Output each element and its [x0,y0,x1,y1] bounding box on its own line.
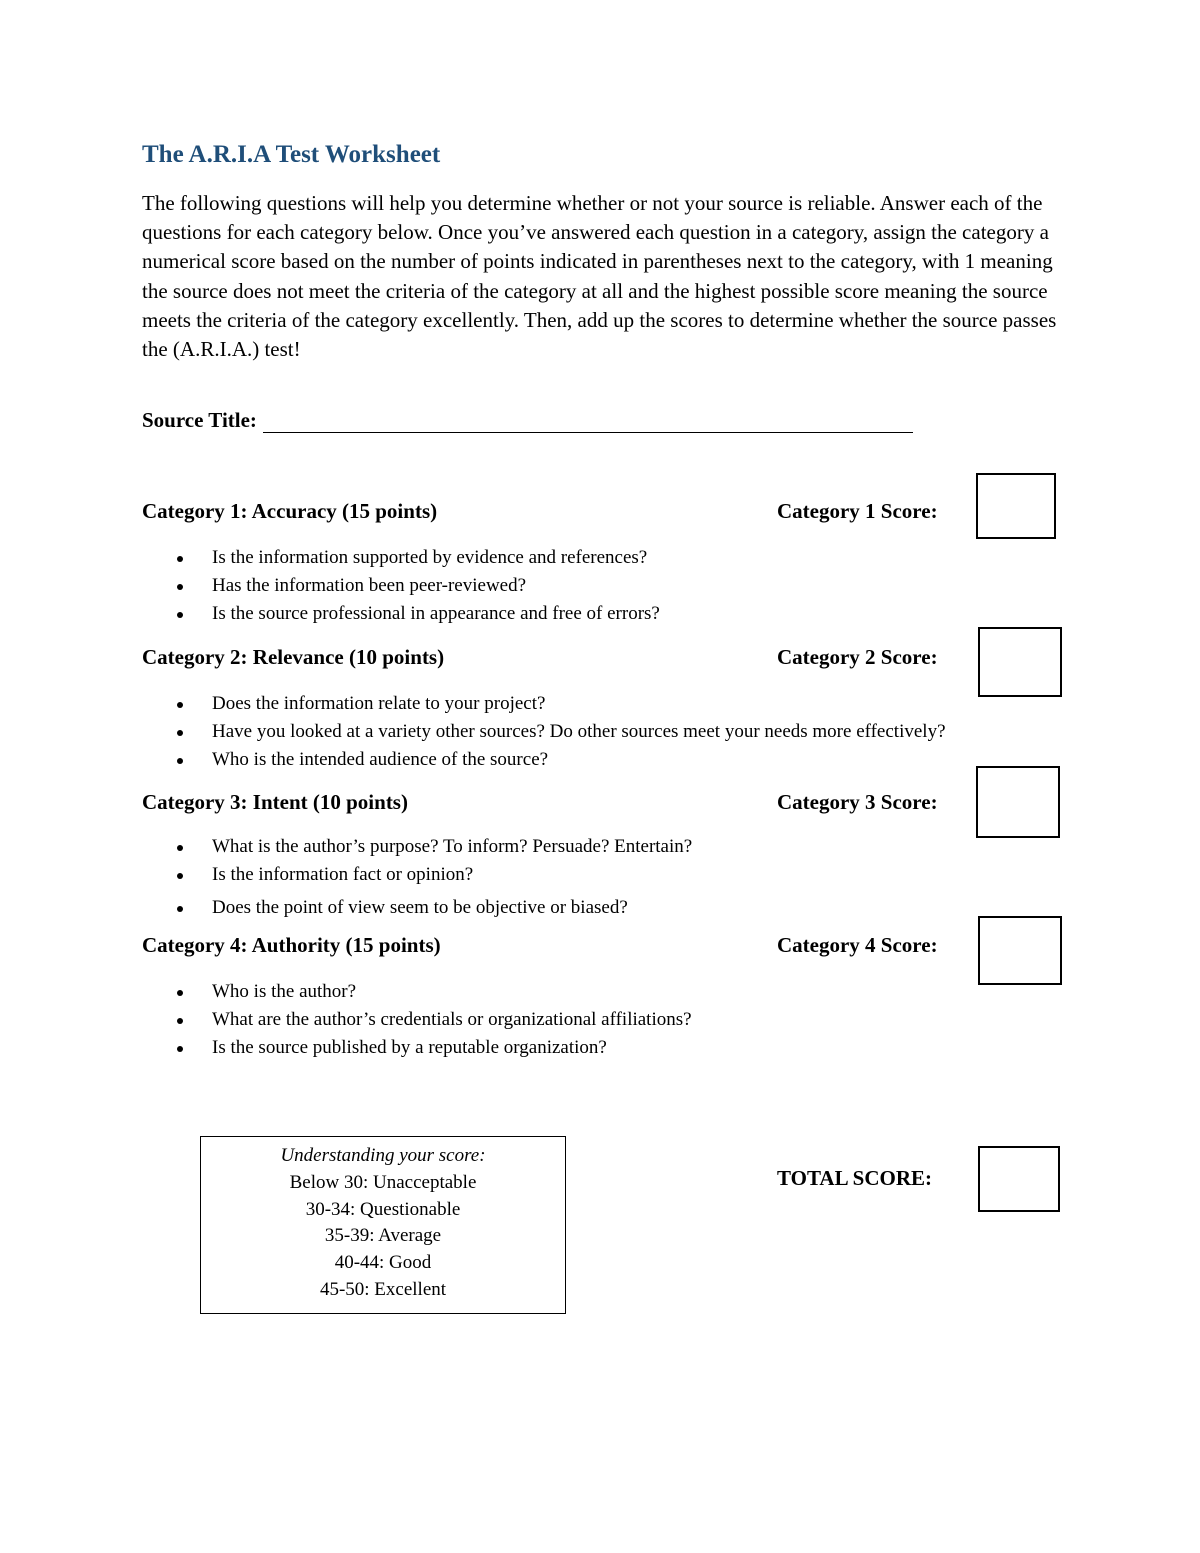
legend-row: Below 30: Unacceptable [289,1171,477,1193]
question-item: Does the point of view seem to be objective or biased? [142,894,692,922]
score-legend [200,1136,566,1314]
legend-title: Understanding your score: [280,1145,486,1166]
category-2-heading: Category 2: Relevance (10 points) [142,645,445,669]
category-2-questions [142,690,946,774]
question-item: What is the author’s purpose? To inform? Persuade? Entertain? [142,833,692,861]
page-title: The A.R.I.A Test Worksheet [142,141,441,168]
total-score-label: TOTAL SCORE: [777,1166,933,1190]
question-item: Have you looked at a variety other sources? Do other sources meet your needs more effectively? [142,718,946,746]
category-3-heading: Category 3: Intent (10 points) [142,790,408,814]
category-4-heading: Category 4: Authority (15 points) [142,933,441,957]
question-item: Is the source professional in appearance and free of errors? [142,600,660,628]
question-item: Who is the intended audience of the source? [142,746,946,774]
question-item: Does the information relate to your project? [142,690,946,718]
question-item: Who is the author? [142,978,692,1006]
category-2-score-box[interactable] [978,627,1062,697]
category-1-score-box[interactable] [976,473,1056,539]
question-item: Is the source published by a reputable organization? [142,1034,692,1062]
category-4-questions [142,978,692,1062]
category-1-questions [142,544,660,628]
legend-row: 35-39: Average [324,1225,442,1247]
category-2-score-label: Category 2 Score: [777,645,938,669]
category-3-score-label: Category 3 Score: [777,790,938,814]
category-3-questions [142,833,692,922]
question-item: Has the information been peer-reviewed? [142,572,660,600]
total-score-box[interactable] [978,1146,1060,1212]
question-item: Is the information supported by evidence and references? [142,544,660,572]
category-1-heading: Category 1: Accuracy (15 points) [142,499,438,523]
source-title-label: Source Title: [142,408,257,432]
instructions-paragraph: The following questions will help you determine whether or not your source is reliable. Answer each of the questions for each category below. Once you’ve answered each question in a category, assign the category a numerical score based on the number of points indicated in parentheses next to the category, with 1 meaning the source does not meet the criteria of the category at all and the highest possible score meaning the source meets the criteria of the category excellently. Then, add up the scores to determine whether the source passes the (A.R.I.A.) test! [142,191,1057,362]
legend-row: 40-44: Good [334,1252,432,1274]
source-title-row [142,408,913,433]
category-4-score-box[interactable] [978,916,1062,985]
legend-row: 45-50: Excellent [319,1278,447,1300]
category-4-score-label: Category 4 Score: [777,933,938,957]
legend-row: 30-34: Questionable [305,1198,461,1220]
question-item: Is the information fact or opinion? [142,861,692,889]
question-item: What are the author’s credentials or organizational affiliations? [142,1006,692,1034]
source-title-blank[interactable] [263,410,913,433]
category-1-score-label: Category 1 Score: [777,499,938,523]
category-3-score-box[interactable] [976,766,1060,838]
